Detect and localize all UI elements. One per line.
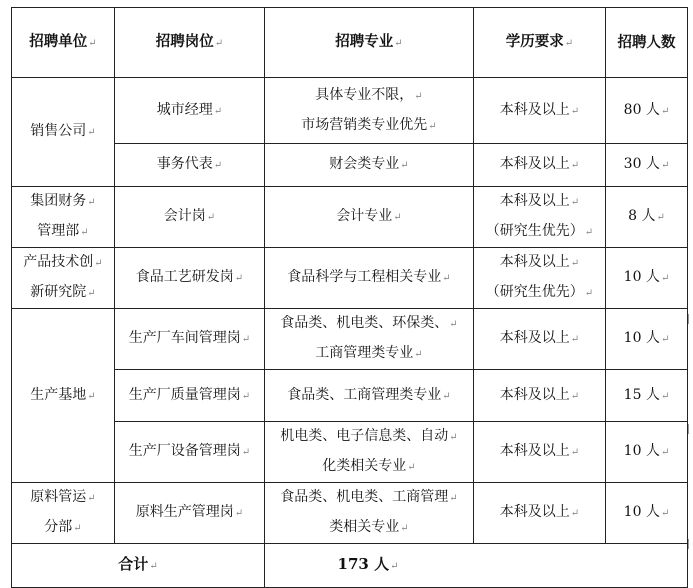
education-cell: 本科及以上↵ <box>474 422 606 483</box>
count-cell: 8 人↵ <box>606 187 688 248</box>
count-cell: 10 人↵ <box>606 422 688 483</box>
unit-cell: 产品技术创↵ 新研究院↵ <box>12 248 115 309</box>
count-cell: 15 人↵ <box>606 370 688 422</box>
major-cell: 食品类、机电类、环保类、↵ 工商管理类专业↵ <box>265 309 474 370</box>
header-count: 招聘人数 <box>606 8 688 78</box>
education-cell: 本科及以上↵ （研究生优先）↵ <box>474 187 606 248</box>
total-value: 173 人↵ <box>265 544 688 588</box>
count-cell: 30 人↵ <box>606 144 688 187</box>
total-row <box>12 544 688 588</box>
position-cell: 原料生产管理岗↵ <box>115 483 265 544</box>
major-cell: 食品类、机电类、工商管理↵ 类相关专业↵ <box>265 483 474 544</box>
count-cell: 80 人↵ <box>606 78 688 144</box>
table-row <box>12 78 688 144</box>
table-row <box>12 483 688 544</box>
count-cell: 10 人↵ <box>606 483 688 544</box>
cell-marker <box>688 424 689 434</box>
major-cell: 财会类专业↵ <box>265 144 474 187</box>
education-cell: 本科及以上↵ <box>474 370 606 422</box>
education-cell: 本科及以上↵ <box>474 78 606 144</box>
count-cell: 10 人↵ <box>606 248 688 309</box>
major-cell: 具体专业不限，↵ 市场营销类专业优先↵ <box>265 78 474 144</box>
header-education: 学历要求↵ <box>474 8 606 78</box>
position-cell: 生产厂质量管理岗↵ <box>115 370 265 422</box>
position-cell: 食品工艺研发岗↵ <box>115 248 265 309</box>
unit-cell: 集团财务↵ 管理部↵ <box>12 187 115 248</box>
position-cell: 生产厂车间管理岗↵ <box>115 309 265 370</box>
major-cell: 食品类、工商管理类专业↵ <box>265 370 474 422</box>
table-row <box>12 248 688 309</box>
major-cell: 会计专业↵ <box>265 187 474 248</box>
education-cell: 本科及以上↵ <box>474 309 606 370</box>
position-cell: 事务代表↵ <box>115 144 265 187</box>
header-row <box>12 8 688 78</box>
unit-cell: 销售公司↵ <box>12 78 115 187</box>
position-cell: 城市经理↵ <box>115 78 265 144</box>
position-cell: 会计岗↵ <box>115 187 265 248</box>
total-label: 合计↵ <box>12 544 265 588</box>
education-cell: 本科及以上↵ <box>474 483 606 544</box>
education-cell: 本科及以上↵ （研究生优先）↵ <box>474 248 606 309</box>
cell-marker <box>688 539 689 549</box>
major-cell: 食品科学与工程相关专业↵ <box>265 248 474 309</box>
unit-cell: 原料管运↵ 分部↵ <box>12 483 115 544</box>
major-cell: 机电类、电子信息类、自动↵ 化类相关专业↵ <box>265 422 474 483</box>
recruitment-table <box>11 7 688 588</box>
header-major: 招聘专业↵ <box>265 8 474 78</box>
cell-marker <box>688 314 689 324</box>
unit-cell: 生产基地↵ <box>12 309 115 483</box>
table-row <box>12 309 688 370</box>
header-position: 招聘岗位↵ <box>115 8 265 78</box>
education-cell: 本科及以上↵ <box>474 144 606 187</box>
count-cell: 10 人↵ <box>606 309 688 370</box>
position-cell: 生产厂设备管理岗↵ <box>115 422 265 483</box>
table-row <box>12 187 688 248</box>
header-unit: 招聘单位↵ <box>12 8 115 78</box>
